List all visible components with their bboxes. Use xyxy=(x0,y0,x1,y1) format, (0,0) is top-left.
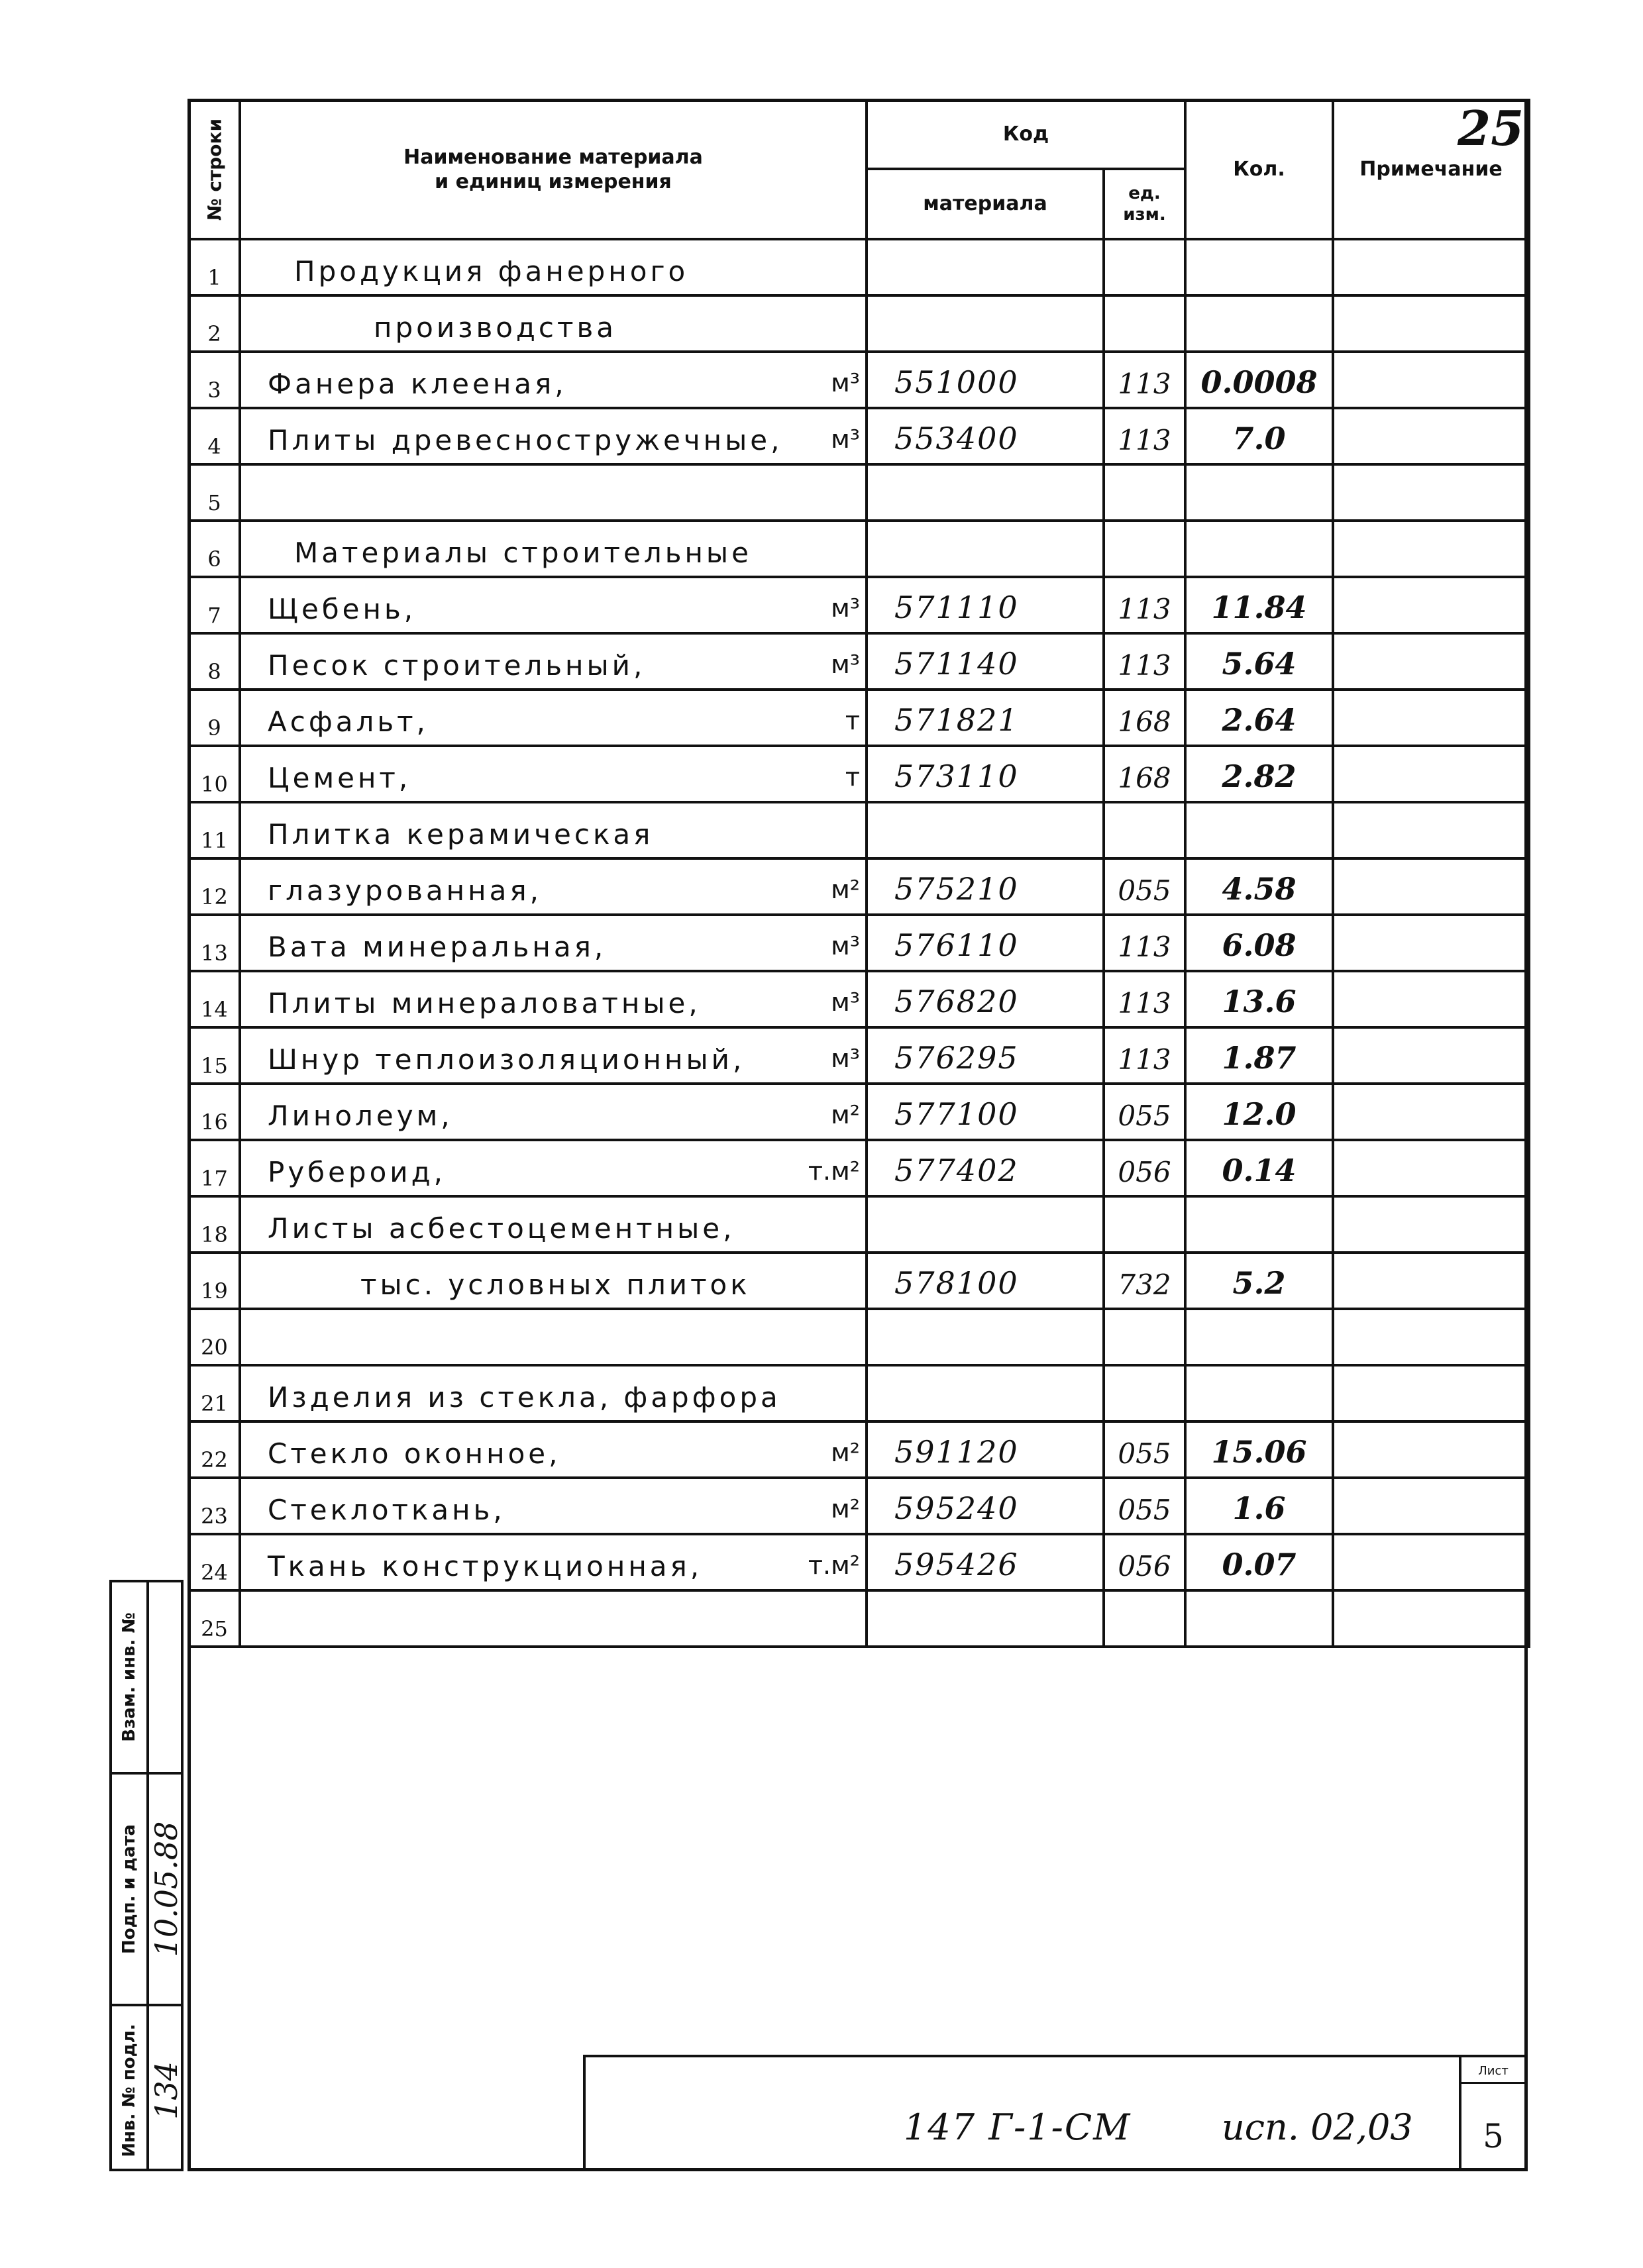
note xyxy=(1333,858,1529,915)
row-number: 2 xyxy=(189,295,240,352)
vzam-value-cell xyxy=(149,1582,184,1775)
note xyxy=(1333,239,1529,295)
unit-code xyxy=(1104,1196,1185,1253)
material-code: 576110 xyxy=(867,915,1104,971)
material-name-cell xyxy=(240,352,867,408)
row-number: 11 xyxy=(189,802,240,858)
row-number: 22 xyxy=(189,1421,240,1478)
table-row xyxy=(189,690,1529,746)
material-unit: м³ xyxy=(831,368,860,397)
unit-code xyxy=(1104,295,1185,352)
material-name-cell xyxy=(240,915,867,971)
material-name-cell xyxy=(240,690,867,746)
note xyxy=(1333,1590,1529,1647)
material-name: Вата минеральная, xyxy=(268,931,607,963)
header-note: Примечание xyxy=(1333,100,1529,239)
table-row xyxy=(189,858,1529,915)
sheet-box xyxy=(1459,2057,1525,2169)
material-code xyxy=(867,521,1104,577)
material-name: тыс. условных плиток xyxy=(360,1268,751,1301)
material-code: 577402 xyxy=(867,1140,1104,1196)
quantity xyxy=(1185,1365,1333,1421)
unit-code xyxy=(1104,1365,1185,1421)
unit-code: 055 xyxy=(1104,1084,1185,1140)
quantity: 12.0 xyxy=(1185,1084,1333,1140)
material-name: Линолеум, xyxy=(268,1100,453,1132)
quantity xyxy=(1185,295,1333,352)
material-name-cell xyxy=(240,802,867,858)
unit-code xyxy=(1104,521,1185,577)
side-stamp-labels xyxy=(112,1582,149,2169)
material-name-cell xyxy=(240,295,867,352)
table-row xyxy=(189,1027,1529,1084)
note xyxy=(1333,1421,1529,1478)
material-unit: м³ xyxy=(831,988,860,1017)
material-name-cell xyxy=(240,1253,867,1309)
material-code: 571821 xyxy=(867,690,1104,746)
unit-code: 055 xyxy=(1104,1421,1185,1478)
material-name: Плитка керамическая xyxy=(268,818,654,850)
material-code: 591120 xyxy=(867,1421,1104,1478)
sheet-label: Лист xyxy=(1461,2064,1525,2084)
material-name: производства xyxy=(374,311,617,344)
note xyxy=(1333,1027,1529,1084)
row-number: 14 xyxy=(189,971,240,1027)
quantity: 5.64 xyxy=(1185,633,1333,690)
material-code xyxy=(867,295,1104,352)
row-number: 8 xyxy=(189,633,240,690)
quantity xyxy=(1185,1590,1333,1647)
quantity: 0.07 xyxy=(1185,1534,1333,1590)
material-unit: м² xyxy=(831,1494,860,1523)
row-number: 21 xyxy=(189,1365,240,1421)
table-row xyxy=(189,1309,1529,1365)
quantity xyxy=(1185,521,1333,577)
note xyxy=(1333,1084,1529,1140)
header-code-material: материала xyxy=(867,169,1104,239)
quantity: 2.82 xyxy=(1185,746,1333,802)
unit-code: 055 xyxy=(1104,1478,1185,1534)
material-code: 575210 xyxy=(867,858,1104,915)
note xyxy=(1333,408,1529,464)
table-row xyxy=(189,1590,1529,1647)
document-code: 147 Г-1-СМ xyxy=(904,2106,1132,2148)
material-name-cell xyxy=(240,1534,867,1590)
material-code xyxy=(867,1196,1104,1253)
table-row xyxy=(189,971,1529,1027)
material-unit: м³ xyxy=(831,931,860,960)
unit-code: 113 xyxy=(1104,971,1185,1027)
material-code xyxy=(867,802,1104,858)
row-number: 9 xyxy=(189,690,240,746)
material-unit: т xyxy=(845,706,860,735)
header-code-group: Код xyxy=(867,100,1185,169)
row-number: 13 xyxy=(189,915,240,971)
unit-code: 113 xyxy=(1104,577,1185,633)
material-name-cell xyxy=(240,1027,867,1084)
vzam-label: Взам. инв. № xyxy=(119,1612,139,1742)
table-row xyxy=(189,295,1529,352)
note xyxy=(1333,690,1529,746)
title-block xyxy=(583,2055,1528,2171)
note xyxy=(1333,521,1529,577)
table-row xyxy=(189,1253,1529,1309)
row-number: 7 xyxy=(189,577,240,633)
row-number: 12 xyxy=(189,858,240,915)
material-name: Изделия из стекла, фарфора xyxy=(268,1381,781,1414)
unit-code: 113 xyxy=(1104,915,1185,971)
row-number: 6 xyxy=(189,521,240,577)
note xyxy=(1333,1309,1529,1365)
material-name-cell xyxy=(240,1309,867,1365)
material-code xyxy=(867,239,1104,295)
material-name-cell xyxy=(240,1590,867,1647)
quantity: 5.2 xyxy=(1185,1253,1333,1309)
material-name: Стеклоткань, xyxy=(268,1494,505,1526)
row-number: 5 xyxy=(189,464,240,521)
material-name-cell xyxy=(240,464,867,521)
material-name: глазурованная, xyxy=(268,874,542,907)
unit-code xyxy=(1104,802,1185,858)
unit-code xyxy=(1104,1590,1185,1647)
quantity: 0.14 xyxy=(1185,1140,1333,1196)
quantity: 6.08 xyxy=(1185,915,1333,971)
quantity: 15.06 xyxy=(1185,1421,1333,1478)
quantity xyxy=(1185,1196,1333,1253)
material-code: 573110 xyxy=(867,746,1104,802)
material-unit: м² xyxy=(831,875,860,904)
unit-code xyxy=(1104,239,1185,295)
material-name: Листы асбестоцементные, xyxy=(268,1212,735,1245)
material-unit: т.м² xyxy=(808,1551,860,1580)
material-code xyxy=(867,1365,1104,1421)
material-code xyxy=(867,1309,1104,1365)
row-number: 18 xyxy=(189,1196,240,1253)
material-name: Шнур теплоизоляционный, xyxy=(268,1043,745,1076)
material-unit: м² xyxy=(831,1100,860,1129)
material-name: Плиты древесностружечные, xyxy=(268,424,783,456)
material-unit: м³ xyxy=(831,1044,860,1073)
material-name-cell xyxy=(240,633,867,690)
row-number: 19 xyxy=(189,1253,240,1309)
material-code: 595240 xyxy=(867,1478,1104,1534)
material-name-cell xyxy=(240,1478,867,1534)
quantity: 0.0008 xyxy=(1185,352,1333,408)
quantity: 11.84 xyxy=(1185,577,1333,633)
unit-code: 168 xyxy=(1104,690,1185,746)
material-name: Стекло оконное, xyxy=(268,1437,561,1470)
row-number: 16 xyxy=(189,1084,240,1140)
table-row xyxy=(189,633,1529,690)
note xyxy=(1333,746,1529,802)
quantity: 1.6 xyxy=(1185,1478,1333,1534)
material-name: Щебень, xyxy=(268,593,417,625)
material-code xyxy=(867,1590,1104,1647)
material-unit: м³ xyxy=(831,593,860,623)
handwritten-page-number: 25 xyxy=(1458,100,1524,156)
material-code: 576820 xyxy=(867,971,1104,1027)
row-number: 15 xyxy=(189,1027,240,1084)
note xyxy=(1333,295,1529,352)
note xyxy=(1333,971,1529,1027)
podp-value-cell xyxy=(149,1775,184,2006)
material-name-cell xyxy=(240,577,867,633)
header-code-unit: ед. изм. xyxy=(1104,169,1185,239)
material-code: 576295 xyxy=(867,1027,1104,1084)
unit-code: 113 xyxy=(1104,408,1185,464)
row-number: 4 xyxy=(189,408,240,464)
unit-code: 113 xyxy=(1104,352,1185,408)
note xyxy=(1333,1253,1529,1309)
material-name: Цемент, xyxy=(268,762,411,794)
material-code: 551000 xyxy=(867,352,1104,408)
table-row xyxy=(189,915,1529,971)
header-row-number: № строки xyxy=(189,100,240,239)
podp-value: 10.05.88 xyxy=(148,1821,184,1957)
table-row xyxy=(189,1534,1529,1590)
quantity: 1.87 xyxy=(1185,1027,1333,1084)
material-name: Фанера клееная, xyxy=(268,368,567,400)
quantity: 4.58 xyxy=(1185,858,1333,915)
side-stamp-values xyxy=(149,1582,184,2169)
unit-code: 732 xyxy=(1104,1253,1185,1309)
row-number: 23 xyxy=(189,1478,240,1534)
material-unit: т.м² xyxy=(808,1157,860,1186)
material-name: Асфальт, xyxy=(268,705,429,738)
materials-table xyxy=(187,99,1530,1648)
unit-code: 055 xyxy=(1104,858,1185,915)
quantity: 2.64 xyxy=(1185,690,1333,746)
material-unit: м³ xyxy=(831,425,860,454)
row-number: 25 xyxy=(189,1590,240,1647)
material-name-cell xyxy=(240,1365,867,1421)
row-number: 17 xyxy=(189,1140,240,1196)
unit-code: 113 xyxy=(1104,633,1185,690)
material-code: 577100 xyxy=(867,1084,1104,1140)
table-row xyxy=(189,1140,1529,1196)
unit-code: 113 xyxy=(1104,1027,1185,1084)
table-row xyxy=(189,352,1529,408)
table-row xyxy=(189,802,1529,858)
quantity xyxy=(1185,1309,1333,1365)
quantity: 7.0 xyxy=(1185,408,1333,464)
material-code: 595426 xyxy=(867,1534,1104,1590)
quantity xyxy=(1185,802,1333,858)
material-name-cell xyxy=(240,1140,867,1196)
material-name: Ткань конструкционная, xyxy=(268,1550,703,1582)
note xyxy=(1333,577,1529,633)
unit-code: 056 xyxy=(1104,1140,1185,1196)
note xyxy=(1333,464,1529,521)
material-code: 571140 xyxy=(867,633,1104,690)
inv-cell xyxy=(112,2006,146,2174)
table-row xyxy=(189,408,1529,464)
material-code: 578100 xyxy=(867,1253,1104,1309)
row-number: 20 xyxy=(189,1309,240,1365)
unit-code: 168 xyxy=(1104,746,1185,802)
unit-code xyxy=(1104,464,1185,521)
material-name: Продукция фанерного xyxy=(294,255,689,287)
material-name: Песок строительный, xyxy=(268,649,646,682)
table-row xyxy=(189,577,1529,633)
material-name-cell xyxy=(240,971,867,1027)
table-row xyxy=(189,1365,1529,1421)
material-name-cell xyxy=(240,239,867,295)
document-issue: исп. 02,03 xyxy=(1222,2106,1413,2148)
material-unit: м² xyxy=(831,1438,860,1467)
note xyxy=(1333,1196,1529,1253)
note xyxy=(1333,1478,1529,1534)
quantity xyxy=(1185,239,1333,295)
table-row xyxy=(189,1421,1529,1478)
note xyxy=(1333,915,1529,971)
sheet-number: 5 xyxy=(1483,2117,1504,2155)
inv-value-cell xyxy=(149,2006,184,2174)
row-number: 24 xyxy=(189,1534,240,1590)
table-row xyxy=(189,521,1529,577)
material-name-cell xyxy=(240,746,867,802)
material-name-cell xyxy=(240,408,867,464)
header-qty: Кол. xyxy=(1185,100,1333,239)
note xyxy=(1333,352,1529,408)
quantity xyxy=(1185,464,1333,521)
row-number: 1 xyxy=(189,239,240,295)
row-number: 3 xyxy=(189,352,240,408)
side-stamp xyxy=(109,1580,184,2171)
table-row xyxy=(189,464,1529,521)
inv-value: 134 xyxy=(148,2061,184,2120)
material-name: Плиты минераловатные, xyxy=(268,987,701,1019)
note xyxy=(1333,802,1529,858)
table-row xyxy=(189,746,1529,802)
note xyxy=(1333,1140,1529,1196)
unit-code: 056 xyxy=(1104,1534,1185,1590)
material-code xyxy=(867,464,1104,521)
table-row xyxy=(189,239,1529,295)
material-name: Материалы строительные xyxy=(294,537,752,569)
material-name-cell xyxy=(240,858,867,915)
table-row xyxy=(189,1478,1529,1534)
inv-label: Инв. № подл. xyxy=(119,2023,139,2157)
unit-code xyxy=(1104,1309,1185,1365)
material-code: 553400 xyxy=(867,408,1104,464)
podp-label: Подп. и дата xyxy=(119,1824,139,1954)
material-unit: т xyxy=(845,762,860,792)
header-name: Наименование материала и единиц измерения xyxy=(240,100,867,239)
vzam-cell xyxy=(112,1582,146,1775)
material-code: 571110 xyxy=(867,577,1104,633)
material-name-cell xyxy=(240,521,867,577)
note xyxy=(1333,633,1529,690)
note xyxy=(1333,1365,1529,1421)
material-name-cell xyxy=(240,1421,867,1478)
row-number: 10 xyxy=(189,746,240,802)
material-name: Рубероид, xyxy=(268,1156,446,1188)
material-name-cell xyxy=(240,1196,867,1253)
table-row xyxy=(189,1084,1529,1140)
table-row xyxy=(189,1196,1529,1253)
podp-cell xyxy=(112,1775,146,2006)
material-name-cell xyxy=(240,1084,867,1140)
quantity: 13.6 xyxy=(1185,971,1333,1027)
note xyxy=(1333,1534,1529,1590)
material-unit: м³ xyxy=(831,650,860,679)
